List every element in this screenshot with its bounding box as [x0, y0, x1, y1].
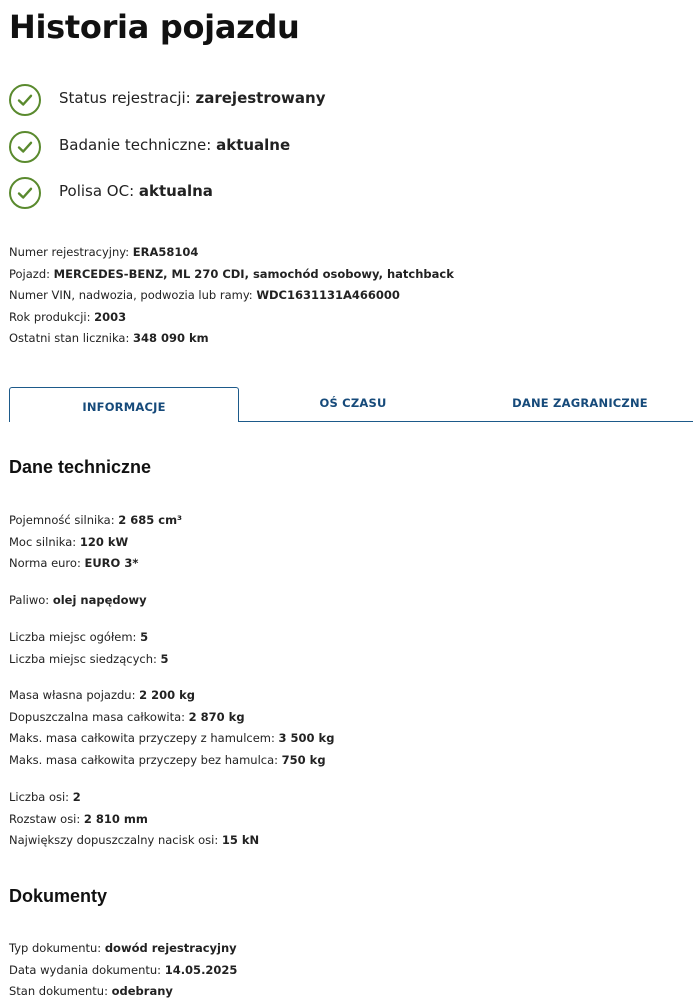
- spec-label: Paliwo:: [9, 593, 53, 607]
- page-title: Historia pojazdu: [9, 8, 300, 46]
- document-row: [9, 981, 237, 999]
- spec-row: [9, 510, 182, 532]
- info-row-vin: [9, 285, 454, 307]
- info-row-registration-number: [9, 242, 454, 264]
- document-value: dowód rejestracyjny: [104, 941, 237, 955]
- info-label: Numer VIN, nadwozia, podwozia lub ramy:: [9, 288, 257, 303]
- spec-value: EURO 3*: [84, 556, 139, 571]
- tab-bar: [9, 387, 693, 422]
- spec-value: olej napędowy: [52, 593, 147, 607]
- check-circle-icon: [9, 177, 41, 209]
- check-circle-icon: [9, 131, 41, 163]
- status-value: zarejestrowany: [195, 89, 326, 107]
- spec-label: Liczba miejsc ogółem:: [9, 630, 141, 644]
- spec-value: 2 810 mm: [83, 811, 148, 826]
- info-value: MERCEDES-BENZ, ML 270 CDI, samochód osobowy, hatchback: [53, 266, 454, 281]
- tab-os-czasu[interactable]: OŚ CZASU: [319, 395, 387, 410]
- spec-row: [9, 685, 334, 707]
- status-text: [59, 182, 213, 200]
- spec-group-mass: [9, 685, 334, 771]
- info-value: 2003: [94, 309, 127, 324]
- spec-label: Liczba osi:: [9, 790, 73, 804]
- document-label: Stan dokumentu:: [9, 984, 112, 999]
- info-label: Numer rejestracyjny:: [9, 245, 133, 259]
- spec-row: [9, 830, 259, 852]
- spec-row: [9, 627, 169, 649]
- spec-row: [9, 750, 334, 772]
- spec-group-seats: [9, 627, 169, 670]
- spec-row: [9, 553, 182, 575]
- spec-label: Rozstaw osi:: [9, 811, 84, 826]
- spec-row: [9, 809, 259, 831]
- technical-data-heading: Dane techniczne: [9, 457, 152, 477]
- info-label: Pojazd:: [9, 266, 54, 281]
- spec-value: 2: [72, 790, 81, 804]
- spec-label: Maks. masa całkowita przyczepy z hamulcem:: [9, 731, 279, 746]
- document-label: Data wydania dokumentu:: [9, 962, 165, 977]
- status-value: aktualna: [138, 182, 213, 200]
- info-row-odometer: [9, 328, 454, 350]
- spec-value: 120 kW: [79, 534, 129, 549]
- spec-group-engine: [9, 510, 182, 575]
- spec-value: 3 500 kg: [278, 731, 335, 746]
- documents-heading: Dokumenty: [9, 886, 108, 906]
- spec-value: 2 685 cm³: [118, 513, 183, 527]
- info-label: Rok produkcji:: [9, 309, 95, 324]
- status-value: aktualne: [216, 135, 291, 154]
- status-label: Badanie techniczne:: [59, 135, 217, 154]
- tab-dane-zagraniczne[interactable]: DANE ZAGRANICZNE: [512, 395, 648, 410]
- info-label: Ostatni stan licznika:: [9, 331, 134, 346]
- status-text: [59, 136, 290, 154]
- info-value: WDC1631131A466000: [256, 288, 400, 303]
- status-list: [9, 84, 609, 224]
- status-text: [59, 89, 325, 107]
- spec-label: Liczba miejsc siedzących:: [9, 651, 161, 666]
- spec-group-axles: [9, 787, 259, 852]
- spec-label: Dopuszczalna masa całkowita:: [9, 709, 189, 724]
- spec-label: Maks. masa całkowita przyczepy bez hamulca:: [9, 752, 282, 767]
- spec-row: [9, 787, 259, 809]
- spec-value: 750 kg: [281, 752, 326, 767]
- info-row-production-year: [9, 307, 454, 329]
- spec-value: 2 870 kg: [188, 709, 245, 724]
- spec-label: Norma euro:: [9, 556, 85, 571]
- info-row-vehicle: [9, 264, 454, 286]
- vehicle-info: [9, 242, 454, 350]
- spec-value: 5: [140, 630, 149, 644]
- spec-label: Pojemność silnika:: [9, 513, 119, 527]
- document-value: odebrany: [111, 984, 173, 999]
- document-row: [9, 938, 237, 960]
- document-row: [9, 960, 237, 982]
- spec-row: [9, 728, 334, 750]
- spec-row: [9, 532, 182, 554]
- status-label: Status rejestracji:: [59, 89, 196, 107]
- spec-group-fuel: [9, 590, 147, 612]
- info-value: ERA58104: [132, 245, 199, 259]
- documents-list: [9, 938, 237, 999]
- status-registration: [9, 84, 609, 131]
- check-circle-icon: [9, 84, 41, 116]
- spec-value: 2 200 kg: [139, 688, 196, 702]
- spec-row: [9, 707, 334, 729]
- spec-row: [9, 649, 169, 671]
- spec-row: [9, 590, 147, 612]
- document-value: 14.05.2025: [164, 962, 238, 977]
- status-inspection: [9, 131, 609, 178]
- spec-label: Największy dopuszczalny nacisk osi:: [9, 833, 222, 848]
- spec-value: 15 kN: [221, 833, 260, 848]
- status-label: Polisa OC:: [59, 182, 139, 200]
- spec-value: 5: [160, 651, 169, 666]
- document-label: Typ dokumentu:: [9, 941, 105, 955]
- spec-label: Masa własna pojazdu:: [9, 688, 140, 702]
- info-value: 348 090 km: [133, 331, 209, 346]
- status-insurance: [9, 177, 609, 224]
- spec-label: Moc silnika:: [9, 534, 80, 549]
- tab-informacje[interactable]: INFORMACJE: [9, 387, 239, 422]
